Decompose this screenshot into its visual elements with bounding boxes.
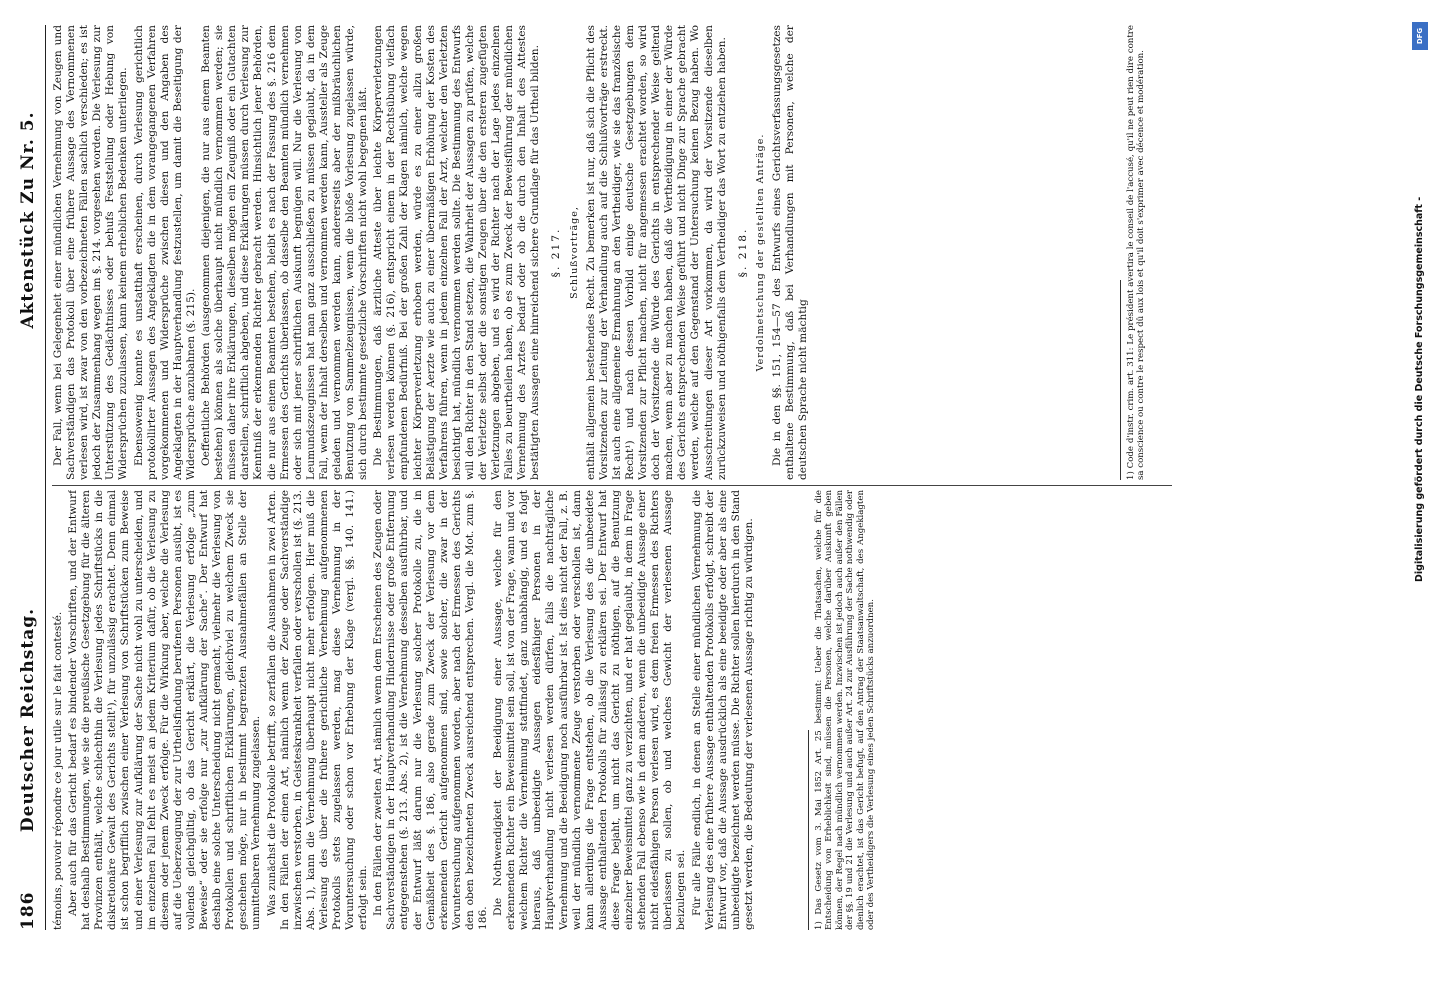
digitization-credit: Digitalisierung gefördert durch die Deutsche Forschungsgemeinschaft - [1414, 196, 1425, 582]
right-footnote [1126, 25, 1216, 480]
dfg-logo-icon [1412, 22, 1428, 50]
section-heading: §. 218. [736, 227, 749, 278]
page-header [18, 25, 42, 930]
digitization-stamp [1412, 22, 1428, 582]
left-footnote [814, 490, 1174, 930]
footnote-text: 1) Das Gesetz vom 3. Mai 1852 Art. 25 bestimmt: Ueber die Thatsachen, welche für die Entscheidung von Erheblichkeit sind, müssen die Personen, welche darüber Auskunft geben können, der Regel nach mündlich vernommen werden. Inzwischen ist jedoch auch außer den Fällen der §§. 19 und 21 die Verlesung und auch außer Art. 24 zur Ausführung der Sache nothwendig oder dienlich erachtet, ist das Gericht befugt, auf den Antrag der Staatsanwaltschaft, des Angeklagten oder des Vertheidigers die Verlesung eines jeden Schriftstücks anzuordnen. [814, 490, 877, 930]
paragraph: Die Bestimmungen, daß ärztliche Atteste über leichte Körperverletzungen verlesen werden können (§. 216), entspricht einem in der Rechtsübung vielfach empfundenen Bedürfniß. Bei der großen Zahl der Klagen nämlich, welche wegen leichter Körperverletzung erhoben werden, würde es zu einer allzu großen Belästigung der Aerzte wie auch zu einer übermäßigen Erhöhung der Kosten des Verfahrens führen, wenn in jedem einzelnen Fall der Arzt, welcher den Verletzten besichtigt hat, mündlich vernommen werden sollte. Die Bestimmung des Entwurfs will den Richter in den Stand setzen, die Wahrheit der Aussagen zu prüfen, welche der Verletzte selbst oder die sonstigen Zeugen über die den ersteren zugefügten Verletzungen abgeben, und es wird der Richter nach der Lage jedes einzelnen Falles zu beurtheilen haben, ob es zum Zweck der Beweisführung der mündlichen Vernehmung des Arztes bedarf oder ob die durch den Inhalt des Attestes bestätigten Aussagen eine hinreichend sichere Grundlage für das Urtheil bilden. [372, 25, 542, 480]
paragraph: Was zunächst die Protokolle betrifft, so zerfallen die Ausnahmen in zwei Arten. In den Fällen der einen Art, nämlich wenn der Zeuge oder Sachverständige inzwischen verstorben, in Geisteskrankheit verfallen oder verschollen ist (§. 213. Abs. 1), kann die Vernehmung überhaupt nicht mehr erfolgen. Hier muß die Verlesung des über die frühere gerichtliche Vernehmung aufgenommenen Protokolls stets zugelassen werden, mag diese Vernehmung in der Voruntersuchung oder schon vor Erhebung der Klage (vergl. §§. 140. 141.) erfolgt sein. [265, 490, 370, 930]
paragraph: Die Nothwendigkeit der Beeidigung einer Aussage, welche für den erkennenden Richter ein Beweismittel sein soll, ist von der Frage, wann und vor welchem Richter die Vernehmung stattfindet, ganz unabhängig, und es folgt hieraus, daß unbeeidigte Aussagen eidesfähiger Personen in der Hauptverhandlung nicht verlesen werden dürfen, falls die nachträgliche Vernehmung und die Beeidigung noch ausführbar ist. Ist dies nicht der Fall, z. B. weil der mündlich vernommene Zeuge verstorben oder verschollen ist, dann kann allerdings die Frage entstehen, ob die Verlesung des die unbeeidete Aussage enthaltenden Protokolls für zulässig zu erklären sei. Der Entwurf hat diese Frage bejaht, um nicht das Gericht zu nöthigen, auf die Benutzung einzelner Beweismittel ganz zu verzichten, und er hat geglaubt, in dem in Frage stehenden Fall ebenso wie in dem anderen, wenn die unbeeidigte Aussage einer nicht eidesfähigen Person verlesen wird, es dem freien Ermessen des Richters überlassen zu sollen, ob und welches Gewicht der verlesenen Aussage beizulegen sei. [492, 490, 688, 930]
column-divider [52, 485, 1172, 486]
paragraph: enthält allgemein bestehendes Recht. Zu bemerken ist nur, daß sich die Pflicht des Vorsitzenden zur Leitung der Verhandlung auch auf die Schlußvorträge erstreckt. Ist auch eine allgemeine Ermahnung an den Vertheidiger, wie sie das französische Recht¹) und nach dessen Vorbild einige deutsche Gesetzgebungen dem Vorsitzenden zur Pflicht machen, nicht für angemessen erachtet worden, so wird doch der Vorsitzende die Würde des Gerichts in entsprechender Weise geltend machen, wenn aber zu machen haben, daß die Vertheidigung in einer der Würde des Gerichts entsprechenden Weise geführt und nicht Dinge zur Sprache gebracht werden, welche auf den Gegenstand der Untersuchung keinen Bezug haben. Wo Ausschreitungen dieser Art vorkommen, da wird der Vorsitzende dieselben zurückzuweisen und nöthigenfalls dem Vertheidiger das Wort zu entziehen haben. [584, 25, 728, 480]
footnote-text: 1) Code d'instr. crim. art. 311: Le président avertira le conseil de l'accusé, qu'il ne peut rien dire contre sa conscience ou contre le respect dû aux lois et qu'il doit s'exprimer avec décence et modération. [1126, 25, 1147, 480]
dfg-logo [1412, 22, 1428, 50]
paragraph: Ebensowenig konnte es unstatthaft erscheinen, durch Verlesung gerichtlich protokollirter Aussagen des Angeklagten die in dem vorangegangenen Verfahren vorgekommenen und Widersprüche zwischen diesen und den Angaben des Angeklagten in der Hauptverhandlung festzustellen, um damit die Beseitigung der Widersprüche anzubahnen (§. 215). [132, 25, 197, 480]
dfg-logo-label: DFG [1416, 27, 1424, 45]
footnote-rule [808, 730, 809, 930]
right-column [52, 25, 1112, 480]
section-subheading: Schlußvorträge, [568, 206, 580, 299]
paragraph: Oeffentliche Behörden (ausgenommen diejenigen, die nur aus einem Beamten bestehen) können als solche überhaupt nicht mündlich vernommen werden; sie müssen daher ihre Erklärungen, dieselben mögen ein Zeugniß oder ein Gutachten darstellen, schriftlich abgeben, und diese Erklärungen müssen durch Verlesung zur Kenntniß der erkennenden Richter gebracht werden. Hinsichtlich jener Behörden, die nur aus einem Beamten bestehen, bleibt es nach der Fassung des §. 216 dem Ermessen des Gerichts überlassen, ob dasselbe den Beamten mündlich vernehmen oder sich mit jener schriftlichen Auskunft begnügen will. Nur die Verlesung von Leumundszeugnissen hat man ganz ausschließen zu müssen geglaubt, da in dem Fall, wenn der Inhalt derselben und vernommen werden kann, Aussteller als Zeuge geladen und vernommen werden kann, andererseits aber der mißbräuchlichen Benutzung von Sammelzeugnissen, wenn die bloße Vorlesung zugelassen würde, sich durch bestimmte gesetzliche Vorschriften nicht wohl begegnen läßt. [200, 25, 370, 480]
left-running-title: Deutscher Reichstag. [18, 607, 38, 833]
right-running-title: Aktenstück Zu Nr. 5. [18, 111, 38, 329]
page-number: 186 [18, 891, 38, 930]
paragraph: Aber auch für das Gericht bedarf es bindender Vorschriften, und der Entwurf hat deshalb Bestimmungen, wie sie die preußische Gesetzgebung für die älteren Provinzen enthält, welche schlechthin die Verlesung jedes Schriftstücks in die diskretionäre Gewalt des Gerichts stellt¹), für unzulässig erachtet. Denn einmal ist schon begrifflich zwischen einer Verlesung von Schriftstücken zum Beweise und einer Verlesung zur Aufklärung der Sache nicht wohl zu unterscheiden, und im einzelnen Fall fehlt es meist an jedem Kriterium dafür, ob die Verlesung zu diesem oder jenem Zweck erfolge. Für die Wirkung aber, welche die Verlesung auf die Ueberzeugung der zur Urtheilsfindung berufenen Personen ausübt, ist es vollends gleichgültig, ob das Gericht erklärt, die Verlesung erfolge „zum Beweise“ oder sie erfolge nur „zur Aufklärung der Sache“. Der Entwurf hat deshalb eine solche Unterscheidung nicht gemacht, vielmehr die Verlesung von Protokollen und schriftlichen Erklärungen, gleichviel zu welchem Zweck sie geschehen möge, nur in bestimmt begrenzten Ausnahmefällen an Stelle der unmittelbaren Vernehmung zugelassen. [67, 490, 263, 930]
section-subheading: Verdolmetschung der gestellten Anträge. [754, 133, 766, 372]
paragraph: témoins, pouvoir répondre ce jour utile sur le fait contesté. [52, 611, 64, 930]
header-rule [45, 25, 46, 930]
section-heading: §. 217. [550, 227, 563, 278]
paragraph: In den Fällen der zweiten Art, nämlich wenn dem Erscheinen des Zeugen oder Sachverständigen in der Hauptverhandlung Hindernisse oder große Entfernung entgegenstehen (§. 213. Abs. 2), ist die Vernehmung desselben ausführbar, und der Entwurf läßt darum nur die Verlesung solcher Protokolle zu, die in Gemäßheit des §. 186, also gerade zum Zweck der Verlesung vor dem erkennenden Gericht aufgenommen sind, sowie solcher, die zwar in der Voruntersuchung aufgenommen worden, aber nach der Ermessen des Gerichts den oben bezeichneten Zweck ausreichend entsprechen. Vergl. die Mot. zum §. 186. [372, 490, 489, 930]
left-column [52, 490, 797, 930]
footnote-rule [1120, 280, 1121, 480]
paragraph: Der Fall, wenn bei Gelegenheit einer mündlichen Vernehmung von Zeugen und Sachverständigen das Protokoll über eine frühere Aussage des Vernommenen verlesen wird, ist zwar von den vorbezeichneten Fällen sachlich verschieden; es ist jedoch der Zusammenhang wegen im §. 214. vorgesehen worden. Die Verlesung zur Unterstützung des Gedächtnisses oder behufs Feststellung oder Hebung von Widersprüchen zuzulassen, kann keinem erheblichen Bedenken unterliegen. [52, 25, 130, 480]
paragraph: Für alle Fälle endlich, in denen an Stelle einer mündlichen Vernehmung die Verlesung des eine frühere Aussage enthaltenden Protokolls erfolgt, schreibt der Entwurf vor, daß die Aussage ausdrücklich als eine beeidigte oder aber als eine unbeeidigte bezeichnet werden müsse. Die Richter sollen hierdurch in den Stand gesetzt werden, die Bedeutung der verlesenen Aussage richtig zu würdigen. [690, 490, 755, 930]
paragraph: Die in den §§. 151, 154—57 des Entwurfs eines Gerichtsverfassungsgesetzes enthaltene Bestimmung, daß bei Verhandlungen mit Personen, welche der deutschen Sprache nicht mächtig [770, 25, 810, 480]
